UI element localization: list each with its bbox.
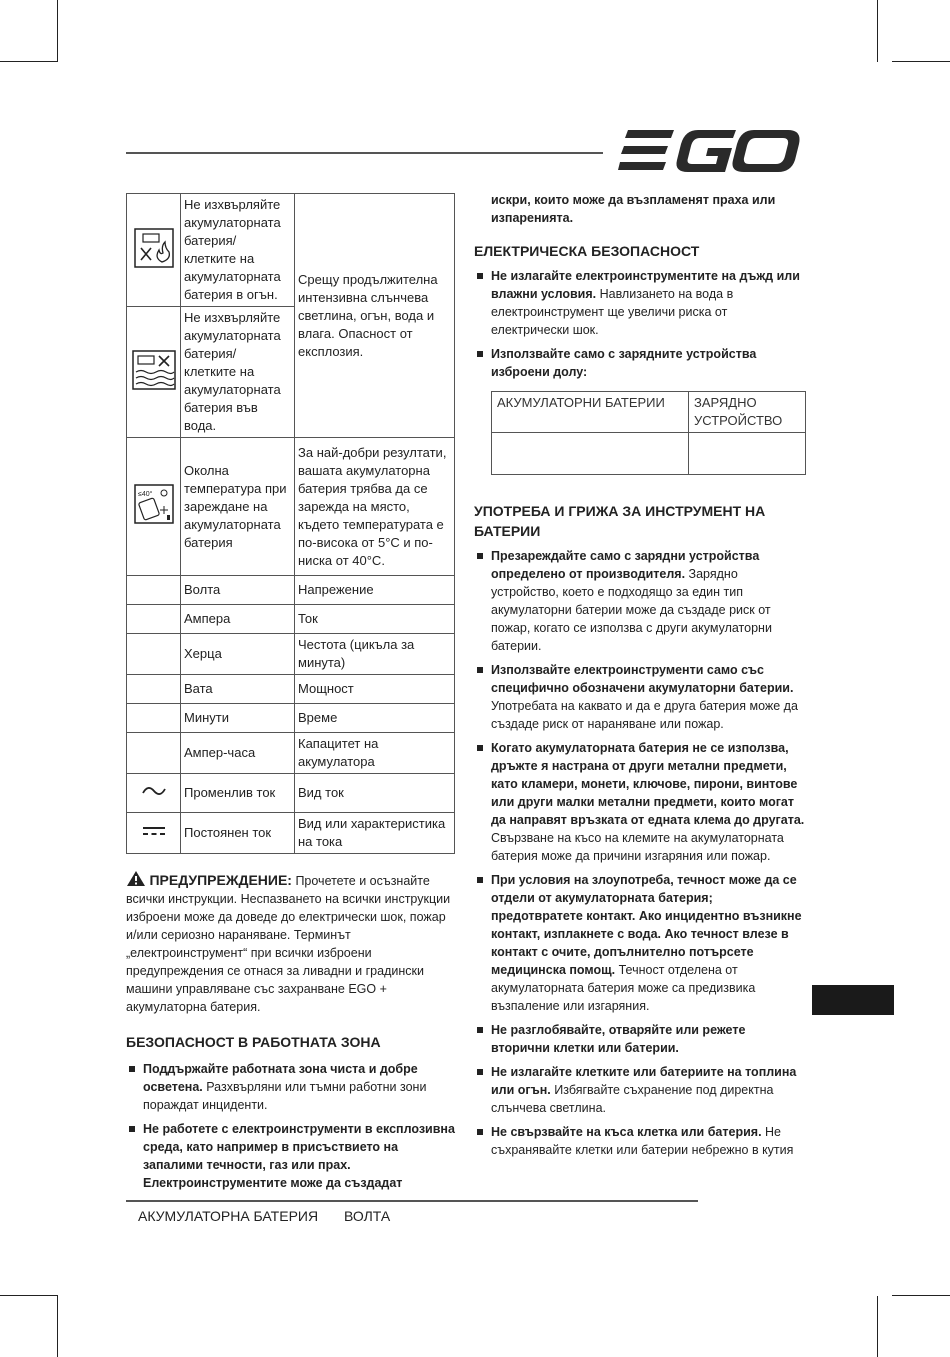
- symbol-meaning: Напрежение: [295, 576, 455, 605]
- table-header: ЗАРЯДНО УСТРОЙСТВО: [689, 392, 806, 433]
- footer-left: АКУМУЛАТОРНА БАТЕРИЯ: [138, 1208, 319, 1224]
- symbol-meaning: Мощност: [295, 675, 455, 704]
- symbol-name: Минути: [181, 704, 295, 733]
- symbol-cell: [127, 438, 181, 576]
- ego-logo: [618, 128, 800, 174]
- crop-mark: [892, 61, 950, 62]
- crop-mark: [892, 1295, 950, 1296]
- symbol-meaning: Срещу продължителна интензивна слънчева светлина, огън, вода и влага. Опасност от експлозия.: [295, 194, 455, 438]
- language-tab: [812, 985, 894, 1015]
- symbol-cell: [127, 704, 181, 733]
- svg-text:≤40°: ≤40°: [137, 491, 152, 498]
- table-row: [127, 194, 455, 307]
- symbol-name: Не изхвърляйте акумулаторната батерия/ клетките на акумулаторната батерия във вода.: [181, 307, 295, 438]
- symbol-meaning: Капацитет на акумулатора: [295, 733, 455, 774]
- symbol-meaning: Вид ток: [295, 774, 455, 813]
- no-water-icon: [132, 350, 176, 390]
- table-row: [127, 576, 455, 605]
- symbol-cell: [127, 675, 181, 704]
- alternating-current-icon: [141, 784, 167, 798]
- crop-mark: [0, 61, 58, 62]
- warning-block: [126, 870, 456, 1016]
- electrical-list: [474, 267, 806, 381]
- symbol-name: Постоянен ток: [181, 813, 295, 854]
- list-item: Не работете с електроинструменти в експлозивна среда, като например в присъствието на запалими течности, газ или прах. Електроинструментите може да създадат: [126, 1120, 456, 1192]
- table-header: АКУМУЛАТОРНИ БАТЕРИИ: [492, 392, 689, 433]
- symbol-cell: [127, 634, 181, 675]
- list-item: Не излагайте електроинструментите на дъжд или влажни условия. Навлизането на вода в електроинструмент ще увеличи риска от електрически шок.: [474, 267, 806, 339]
- table-row: [127, 733, 455, 774]
- symbol-cell: [127, 733, 181, 774]
- list-item: Поддържайте работната зона чиста и добре осветена. Разхвърляни или тъмни работни зони пораждат инциденти.: [126, 1060, 456, 1114]
- symbol-name: Променлив ток: [181, 774, 295, 813]
- list-item: Когато акумулаторната батерия не се използва, дръжте я настрана от други метални предмети, като кламери, монети, ключове, пирони, винтове или други малки метални предмети, които могат да направят връзката от едната клема до другата. Свързване на късо на клемите на акумулаторната батерия може да причини изгаряния или пожар.: [474, 739, 806, 865]
- section-title: ЕЛЕКТРИЧЕСКА БЕЗОПАСНОСТ: [474, 243, 700, 259]
- symbol-meaning: За най-добри резултати, вашата акумулаторна батерия трябва да се зарежда на място, където температурата е по-висока от 5°C и по-ниска от 40°C.: [295, 438, 455, 576]
- no-fire-icon: [134, 228, 174, 268]
- work-area-list: [126, 1060, 456, 1192]
- symbol-meaning: Честота (цикъла за минута): [295, 634, 455, 675]
- footer-right: ВОЛТА: [343, 1208, 391, 1224]
- list-item: Използвайте електроинструменти само със специфично обозначени акумулаторни батерии. Употребата на каквато и да е друга батерия може да създаде риск от нараняване или пожар.: [474, 661, 806, 733]
- crop-mark: [877, 1296, 878, 1357]
- symbol-name: Вата: [181, 675, 295, 704]
- list-item: При условия на злоупотреба, течност може да се отдели от акумулаторната батерия; предотвратете контакт. Ако инцидентно възникне контакт, изплакнете с вода. Ако течност влезе в контакт с очите, допълнително потърсете медицинска помощ. Течност отделена от акумулаторната батерия може са предизвика възпаление или изгаряния.: [474, 871, 806, 1015]
- temperature-icon: [134, 484, 174, 524]
- symbol-name: Ампера: [181, 605, 295, 634]
- list-item: Използвайте само с зарядните устройства изброени долу:: [474, 345, 806, 381]
- continued-text: искри, които може да възпламенят праха или изпаренията.: [491, 193, 776, 225]
- list-item: Не излагайте клетките или батериите на топлина или огън. Избягвайте съхранение под директна слънчева светлина.: [474, 1063, 806, 1117]
- charger-table: [491, 391, 806, 475]
- symbol-name: Ампер-часа: [181, 733, 295, 774]
- symbol-cell: [127, 813, 181, 854]
- table-cell: [689, 433, 806, 475]
- footer-rule: [126, 1200, 698, 1202]
- symbol-meaning: Време: [295, 704, 455, 733]
- list-item: Не разглобявайте, отваряйте или режете вторични клетки или батерии.: [474, 1021, 806, 1057]
- right-column: [474, 191, 806, 1165]
- table-row: [492, 392, 806, 433]
- symbol-meaning: Ток: [295, 605, 455, 634]
- symbol-meaning: Вид или характеристика на тока: [295, 813, 455, 854]
- symbols-table: [126, 193, 455, 854]
- table-cell: [492, 433, 689, 475]
- warning-icon: [126, 870, 146, 887]
- section-title: БЕЗОПАСНОСТ В РАБОТНАТА ЗОНА: [126, 1034, 381, 1050]
- symbol-name: Волта: [181, 576, 295, 605]
- symbol-cell: [127, 605, 181, 634]
- table-row: [127, 774, 455, 813]
- crop-mark: [0, 1295, 58, 1296]
- warning-label: ПРЕДУПРЕЖДЕНИЕ:: [149, 872, 292, 888]
- crop-mark: [877, 0, 878, 62]
- symbol-name: Околна температура при зареждане на акумулаторната батерия: [181, 438, 295, 576]
- list-item: Не свързвайте на къса клетка или батерия. Не съхранявайте клетки или батерии небрежно в кутия: [474, 1123, 806, 1159]
- table-row: [127, 675, 455, 704]
- symbol-name: Не изхвърляйте акумулаторната батерия/ клетките на акумулаторната батерия в огън.: [181, 194, 295, 307]
- care-list: [474, 547, 806, 1159]
- symbol-cell: [127, 774, 181, 813]
- symbol-cell: [127, 576, 181, 605]
- header-rule: [126, 152, 603, 154]
- direct-current-icon: [142, 825, 166, 837]
- section-title: УПОТРЕБА И ГРИЖА ЗА ИНСТРУМЕНТ НА БАТЕРИИ: [474, 503, 766, 539]
- table-row: [127, 634, 455, 675]
- table-row: [492, 433, 806, 475]
- table-row: [127, 605, 455, 634]
- left-column: [126, 870, 456, 1198]
- table-row: [127, 813, 455, 854]
- crop-mark: [57, 1296, 58, 1357]
- table-row: [127, 704, 455, 733]
- warning-text: Прочетете и осъзнайте всички инструкции. Неспазването на всички инструкции изброени може да доведе до електрически шок, пожар и/или сериозно нараняване. Терминът „електроинструмент“ при всички изброени предупреждения се отнася за ливадни и градински машини управляване със захранване EGO + акумулаторна батерия.: [126, 874, 451, 1014]
- list-item: Презареждайте само с зарядни устройства определено от производителя. Зарядно устройство, което е подходящо за един тип акумулаторни батерии може да създаде риск от пожар, когато се използва с други акумулаторни батерии.: [474, 547, 806, 655]
- symbol-cell: [127, 307, 181, 438]
- symbol-cell: [127, 194, 181, 307]
- crop-mark: [57, 0, 58, 62]
- table-row: [127, 438, 455, 576]
- footer: [138, 1208, 390, 1224]
- symbol-name: Херца: [181, 634, 295, 675]
